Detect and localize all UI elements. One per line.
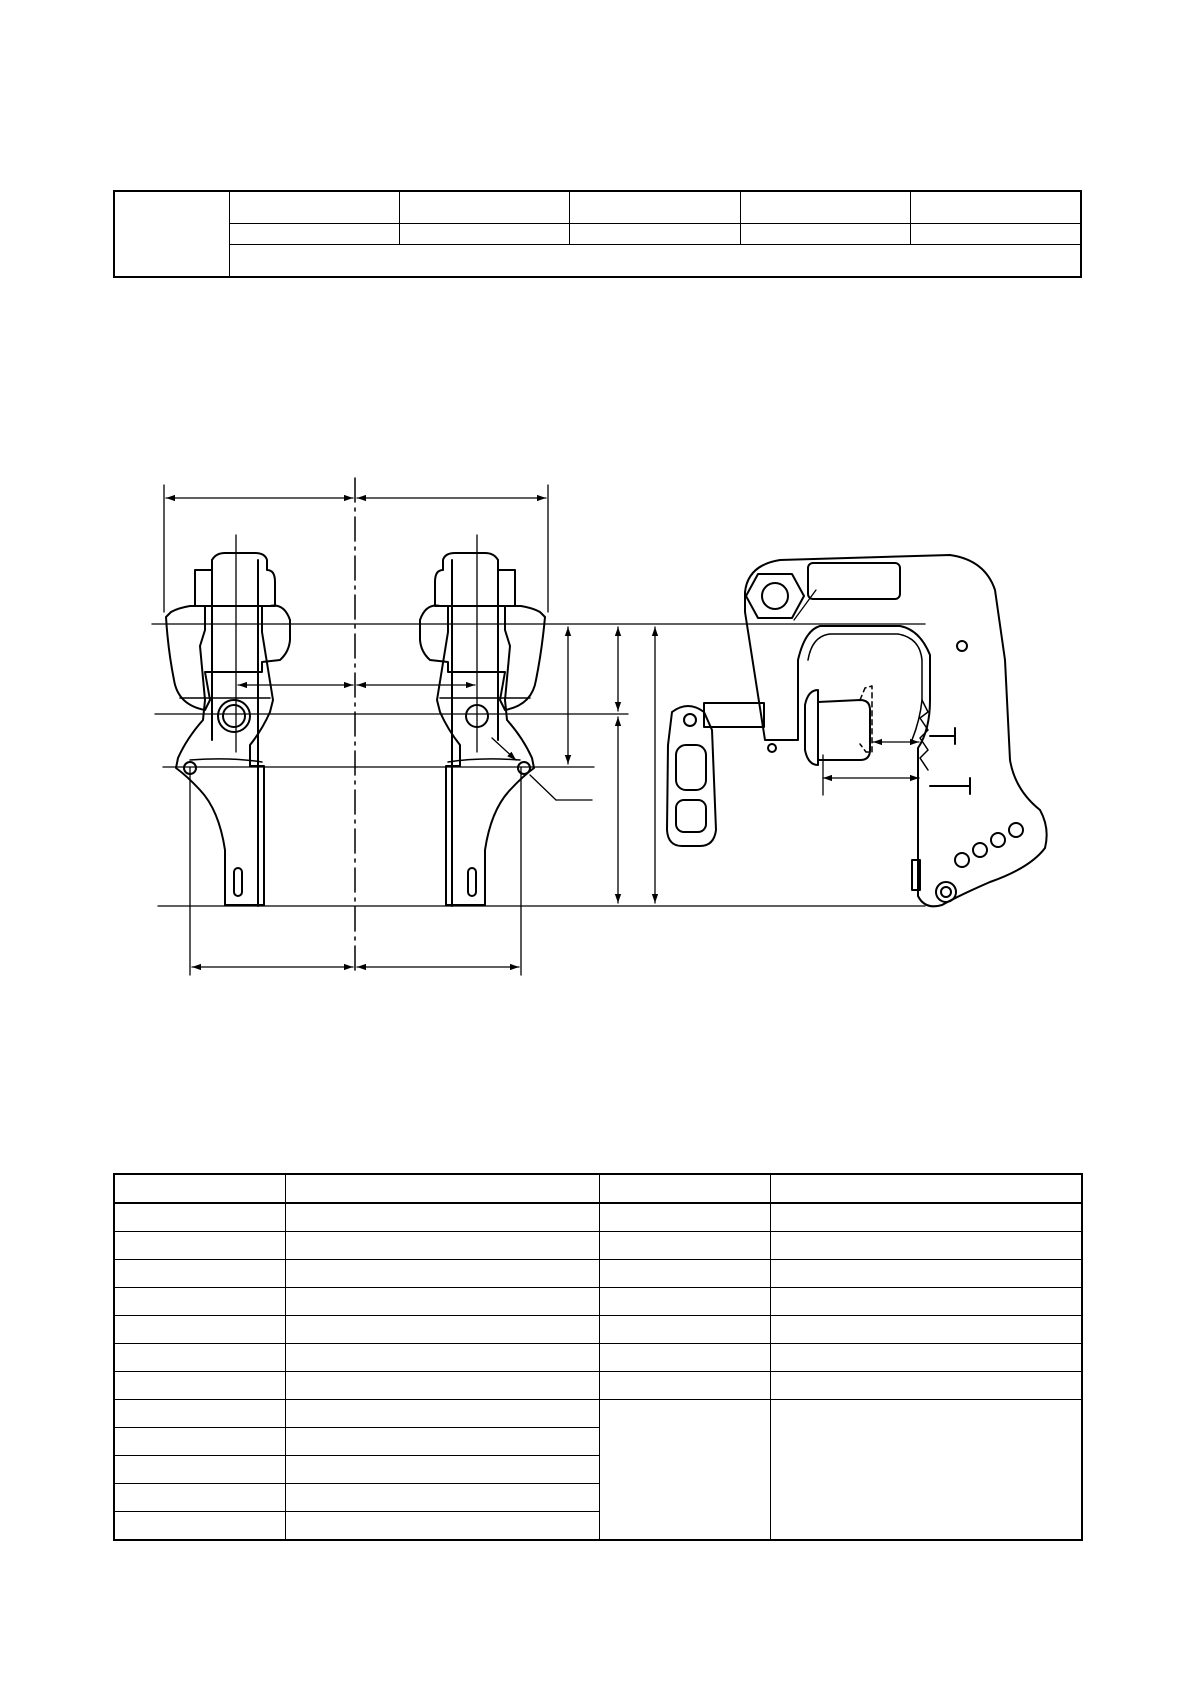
extension-lines bbox=[164, 485, 548, 975]
spec-cell bbox=[114, 1232, 285, 1260]
rear-head bbox=[435, 553, 515, 606]
side-bolt-upper bbox=[930, 728, 955, 744]
spec-row bbox=[114, 1344, 1082, 1372]
side-hex-nut bbox=[746, 574, 804, 618]
spec-cell bbox=[285, 1316, 599, 1344]
rear-hole bbox=[518, 762, 530, 774]
spec-cell bbox=[599, 1316, 770, 1344]
spec-cell bbox=[599, 1260, 770, 1288]
spec-row bbox=[114, 1232, 1082, 1260]
side-row-hole-4 bbox=[1009, 823, 1023, 837]
front-body-outline bbox=[166, 606, 290, 905]
spec-row bbox=[114, 1260, 1082, 1288]
spec-row bbox=[114, 1288, 1082, 1316]
side-plate-leader bbox=[794, 590, 816, 620]
spec-header-row bbox=[114, 1174, 1082, 1203]
spec-cell bbox=[770, 1232, 1082, 1260]
side-hex-bore bbox=[762, 583, 788, 609]
spec-cell bbox=[114, 1203, 285, 1232]
spec-cell bbox=[114, 1288, 285, 1316]
spec-merged-cell bbox=[770, 1400, 1082, 1541]
side-frame-inner bbox=[808, 634, 922, 740]
spec-row bbox=[114, 1316, 1082, 1344]
spec-cell bbox=[285, 1260, 599, 1288]
spec-cell bbox=[285, 1428, 599, 1456]
front-head bbox=[195, 553, 275, 606]
side-foot-pin-outer bbox=[936, 882, 956, 902]
spec-cell bbox=[114, 1316, 285, 1344]
spec-cell bbox=[599, 1288, 770, 1316]
spec-cell bbox=[114, 1344, 285, 1372]
spec-cell bbox=[599, 1344, 770, 1372]
spec-cell bbox=[114, 1512, 285, 1541]
spec-cell bbox=[285, 1456, 599, 1484]
spec-cell bbox=[770, 1344, 1082, 1372]
rear-leader-line bbox=[530, 775, 556, 800]
side-handle-slot-upper bbox=[676, 745, 706, 790]
front-vertical-frame bbox=[212, 560, 258, 906]
rear-pointer bbox=[492, 738, 516, 760]
spec-cell bbox=[114, 1174, 285, 1203]
spec-cell bbox=[599, 1372, 770, 1400]
spec-cell bbox=[770, 1203, 1082, 1232]
spec-merged-cell bbox=[599, 1400, 770, 1541]
spec-table bbox=[113, 1173, 1083, 1541]
side-swivel-pad bbox=[805, 690, 870, 765]
spec-cell bbox=[599, 1174, 770, 1203]
spec-cell bbox=[285, 1512, 599, 1541]
side-small-hole bbox=[957, 641, 967, 651]
spec-cell bbox=[770, 1372, 1082, 1400]
spec-cell bbox=[114, 1428, 285, 1456]
side-row-hole-3 bbox=[991, 833, 1005, 847]
spec-cell bbox=[770, 1174, 1082, 1203]
side-row-hole-1 bbox=[955, 853, 969, 867]
spec-cell bbox=[114, 1456, 285, 1484]
rear-view bbox=[420, 553, 592, 906]
spec-row bbox=[114, 1400, 1082, 1428]
spec-cell bbox=[285, 1288, 599, 1316]
spec-cell bbox=[114, 1260, 285, 1288]
spec-cell bbox=[114, 1400, 285, 1428]
spec-cell bbox=[770, 1288, 1082, 1316]
spec-cell bbox=[770, 1260, 1082, 1288]
spec-row bbox=[114, 1203, 1082, 1232]
spec-cell bbox=[114, 1372, 285, 1400]
spec-cell bbox=[285, 1203, 599, 1232]
spec-cell bbox=[770, 1316, 1082, 1344]
side-foot-pin-inner bbox=[941, 887, 951, 897]
front-view bbox=[166, 553, 290, 906]
spec-cell bbox=[285, 1232, 599, 1260]
side-frame-outline bbox=[745, 555, 1047, 906]
spec-cell bbox=[285, 1484, 599, 1512]
side-screw-hole bbox=[768, 744, 776, 752]
side-screw-rod bbox=[704, 703, 764, 727]
rear-vertical-frame bbox=[452, 560, 498, 906]
spec-cell bbox=[285, 1344, 599, 1372]
spec-cell bbox=[114, 1484, 285, 1512]
spec-cell bbox=[285, 1400, 599, 1428]
side-handle-slot-lower bbox=[676, 800, 706, 832]
spec-cell bbox=[285, 1174, 599, 1203]
spec-cell bbox=[285, 1372, 599, 1400]
spec-row bbox=[114, 1372, 1082, 1400]
side-bolt-lower bbox=[930, 778, 970, 794]
front-pivot-inner bbox=[223, 705, 245, 727]
side-handle-hole bbox=[684, 714, 696, 726]
front-slot bbox=[234, 868, 242, 896]
rear-body-outline bbox=[420, 606, 545, 905]
side-row-hole-2 bbox=[973, 843, 987, 857]
rear-slot bbox=[468, 868, 476, 896]
side-nameplate bbox=[808, 563, 900, 599]
spec-cell bbox=[599, 1203, 770, 1232]
side-view bbox=[667, 555, 1047, 906]
spec-cell bbox=[599, 1232, 770, 1260]
